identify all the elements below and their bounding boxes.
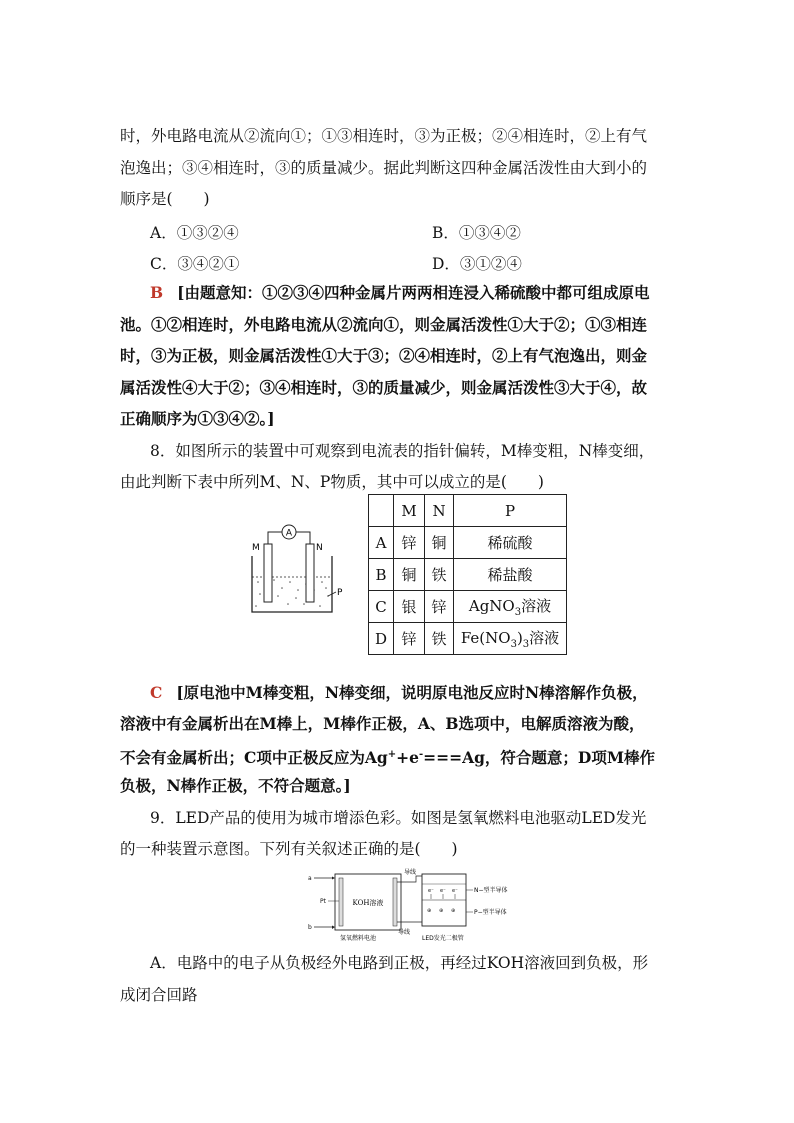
table-cell: 锌 <box>425 591 454 623</box>
q9-option-a-line2: 成闭合回路 <box>120 986 198 1004</box>
table-cell: A <box>369 527 394 559</box>
q7-explanation-line4: 属活泼性④大于②；③④相连时，③的质量减少，则金属活泼性③大于④，故 <box>120 378 648 397</box>
table-cell: 铜 <box>394 559 425 591</box>
formula-text: AgNO <box>468 597 515 615</box>
formula-subscript: 3 <box>522 639 530 650</box>
table-cell: 锌 <box>394 527 425 559</box>
electron-symbol: e⁻ <box>440 888 446 894</box>
q8-explanation-line2: 溶液中有金属析出在M棒上，M棒作正极，A、B选项中，电解质溶液为酸， <box>120 714 645 733</box>
hole-symbol: ⊕ <box>451 908 456 914</box>
q7-option-c: C．③④②① <box>150 255 240 273</box>
ammeter-label: A <box>285 528 293 539</box>
table-cell: C <box>369 591 394 623</box>
table-header-cell: N <box>425 495 454 527</box>
electron-symbol: e⁻ <box>452 888 458 894</box>
q9-text-line2: 的一种装置示意图。下列有关叙述正确的是( ) <box>120 840 458 858</box>
q8-explanation-line1 <box>150 683 648 703</box>
table-cell: 稀盐酸 <box>454 559 567 591</box>
table-cell: 银 <box>394 591 425 623</box>
table-cell: 铜 <box>425 527 454 559</box>
q8-cell-figure <box>248 520 358 620</box>
hole-symbol: ⊕ <box>439 908 444 914</box>
q8-explanation-line3 <box>120 745 655 768</box>
table-header-cell: M <box>394 495 425 527</box>
superscript-plus: + <box>387 749 397 760</box>
table-cell <box>454 623 567 655</box>
q7-explanation-line5: 正确顺序为①③④②。] <box>120 409 275 428</box>
label-a: a <box>308 875 312 882</box>
q8-explanation-text3c: ===Ag，符合题意；D项M棒作 <box>423 748 656 768</box>
fuel-cell-caption: 氢氧燃料电池 <box>340 935 377 942</box>
q7-text-line1: 时，外电路电流从②流向①；①③相连时，③为正极；②④相连时，②上有气 <box>120 127 648 145</box>
q7-option-a: A．①③②④ <box>150 224 239 242</box>
q7-option-d: D．③①②④ <box>432 255 522 273</box>
table-cell <box>454 591 567 623</box>
q7-answer-letter: B <box>150 283 164 302</box>
q9-fuel-cell-figure <box>306 868 528 944</box>
hole-symbol: ⊕ <box>427 908 432 914</box>
q9-option-a-line1: A．电路中的电子从负极经外电路到正极，再经过KOH溶液回到负极，形 <box>150 954 649 972</box>
table-header-cell: P <box>454 495 567 527</box>
formula-subscript: 3 <box>510 639 517 650</box>
table-row <box>369 591 567 623</box>
formula-text: ) <box>516 629 523 647</box>
n-type-label: N−型半导体 <box>474 887 508 894</box>
table-row <box>369 623 567 655</box>
q7-text-line3: 顺序是( ) <box>120 190 210 208</box>
q7-explanation-text1: [由题意知：①②③④四种金属片两两相连浸入稀硫酸中都可组成原电 <box>177 283 650 302</box>
wire-top-label: 导线 <box>404 869 417 876</box>
electron-symbol: e⁻ <box>428 888 434 894</box>
formula-text: Fe(NO <box>460 629 511 647</box>
table-header-cell <box>369 495 394 527</box>
q9-text-line1: 9．LED产品的使用为城市增添色彩。如图是氢氧燃料电池驱动LED发光 <box>150 809 647 827</box>
q8-explanation-text1: [原电池中M棒变粗，N棒变细，说明原电池反应时N棒溶解作负极， <box>176 683 648 702</box>
label-b: b <box>308 924 312 931</box>
q8-text-line1: 8．如图所示的装置中可观察到电流表的指针偏转，M棒变粗，N棒变细， <box>150 442 655 460</box>
rod-m-label: M <box>252 543 260 553</box>
wire-bottom-label: 导线 <box>398 929 411 936</box>
solution-p-label: P <box>337 588 343 598</box>
q8-explanation-text3a: 不会有金属析出；C项中正极反应为Ag <box>120 748 388 768</box>
q7-explanation-line1 <box>150 283 649 303</box>
table-header-row <box>369 495 567 527</box>
q7-explanation-line3: 时，③为正极，则金属活泼性①大于③；②④相连时，②上有气泡逸出，则金 <box>120 346 648 365</box>
q8-text-line2: 由此判断下表中所列M、N、P物质，其中可以成立的是( ) <box>120 473 544 491</box>
q7-explanation-line2: 池。①②相连时，外电路电流从②流向①，则金属活泼性①大于②；①③相连 <box>120 315 648 334</box>
table-row <box>369 559 567 591</box>
led-caption: LED发光二极管 <box>422 935 464 942</box>
formula-subscript: 3 <box>514 607 522 618</box>
table-cell: 稀硫酸 <box>454 527 567 559</box>
table-cell: 铁 <box>425 623 454 655</box>
q8-options-table <box>368 494 567 655</box>
table-cell: 铁 <box>425 559 454 591</box>
q7-text-line2: 泡逸出；③④相连时，③的质量减少。据此判断这四种金属活泼性由大到小的 <box>120 159 648 177</box>
label-pt: Pt <box>320 898 326 905</box>
koh-label: KOH溶液 <box>352 899 384 907</box>
q8-explanation-line4: 负极，N棒作正极，不符合题意。] <box>120 776 351 795</box>
q7-option-b: B．①③④② <box>432 224 521 242</box>
p-type-label: P−型半导体 <box>474 909 507 916</box>
rod-n-label: N <box>316 543 323 553</box>
formula-suffix: 溶液 <box>521 597 552 615</box>
table-cell: D <box>369 623 394 655</box>
table-cell: B <box>369 559 394 591</box>
table-row <box>369 527 567 559</box>
q8-explanation-text3b: +e <box>396 748 419 768</box>
formula-suffix: 溶液 <box>529 629 560 647</box>
superscript-minus: - <box>418 749 424 760</box>
q8-answer-letter: C <box>150 683 163 702</box>
table-cell: 锌 <box>394 623 425 655</box>
